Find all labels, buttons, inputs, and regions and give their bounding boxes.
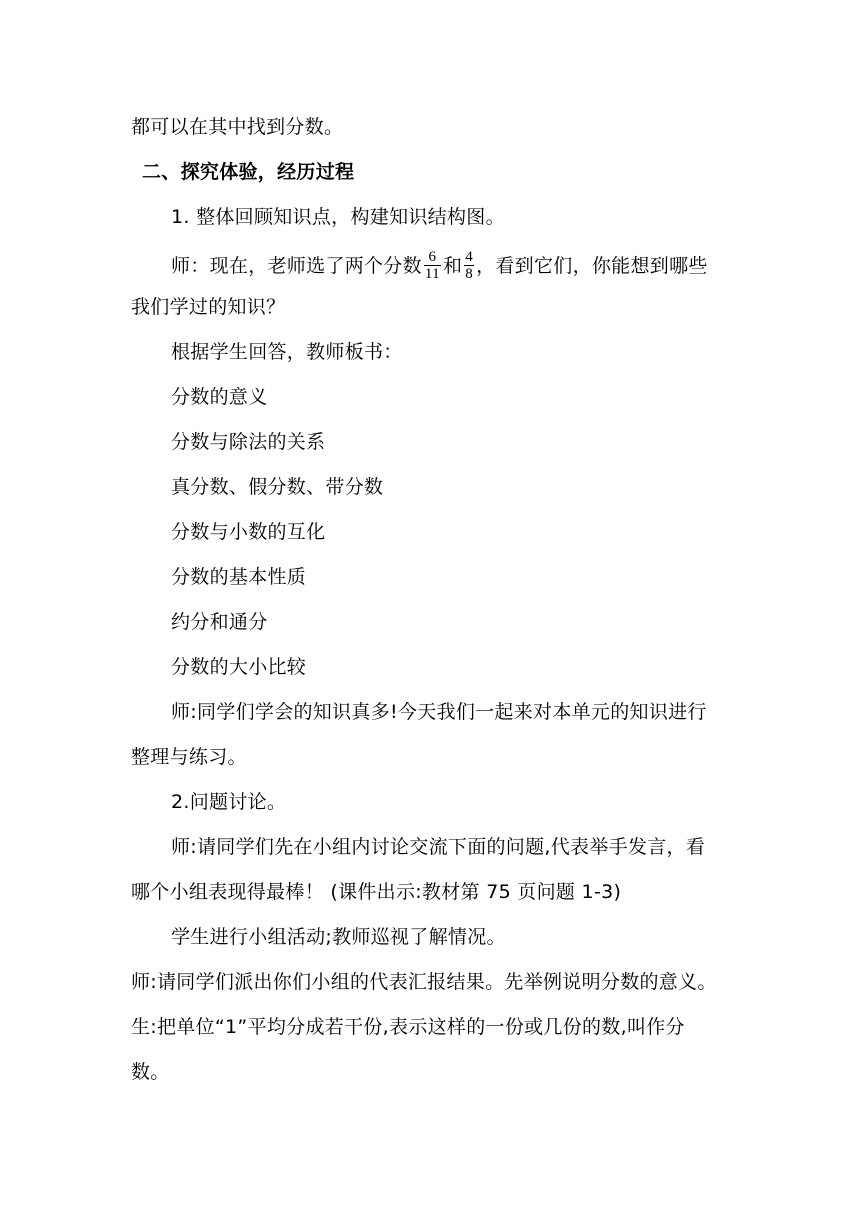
list-item: 真分数、假分数、带分数 (171, 476, 384, 498)
text-line: 我们学过的知识？ (131, 296, 286, 318)
text-line: 师:同学们学会的知识真多!今天我们一起来对本单元的知识进行 (171, 701, 707, 723)
list-item: 分数的基本性质 (171, 566, 307, 588)
list-item: 分数的大小比较 (171, 656, 307, 678)
text-line-with-fractions (171, 250, 708, 283)
fraction (424, 249, 441, 282)
text-line: 哪个小组表现得最棒！ (课件出示:教材第 75 页问题 1-3) (131, 881, 622, 903)
fraction-numerator: 4 (465, 249, 474, 265)
fraction-denominator: 11 (424, 266, 440, 282)
fraction-denominator: 8 (465, 266, 474, 282)
text-line: 整理与练习。 (131, 746, 247, 768)
text-line: 都可以在其中找到分数。 (131, 116, 344, 138)
text-segment: 师：现在，老师选了两个分数 (171, 255, 422, 277)
text-segment: 和 (442, 255, 463, 277)
list-item: 约分和通分 (171, 611, 268, 633)
fraction (464, 249, 474, 282)
text-line: 学生进行小组活动;教师巡视了解情况。 (171, 926, 506, 948)
list-item: 分数与小数的互化 (171, 521, 326, 543)
list-item: 分数的意义 (171, 386, 268, 408)
text-line: 生:把单位“1”平均分成若干份,表示这样的一份或几份的数,叫作分 (131, 1016, 685, 1038)
text-line: 师:请同学们派出你们小组的代表汇报结果。先举例说明分数的意义。 (131, 971, 717, 993)
text-line: 2.问题讨论。 (171, 791, 287, 813)
text-line: 师:请同学们先在小组内讨论交流下面的问题,代表举手发言，看 (171, 836, 706, 858)
text-line: 1. 整体回顾知识点，构建知识结构图。 (171, 206, 505, 228)
text-segment: ，看到它们，你能想到哪些 (476, 255, 708, 277)
list-item: 分数与除法的关系 (171, 431, 326, 453)
text-line: 根据学生回答，教师板书： (171, 341, 403, 363)
section-heading: 二、探究体验，经历过程 (142, 161, 355, 183)
fraction-numerator: 6 (428, 249, 437, 265)
text-line: 数。 (131, 1061, 170, 1083)
